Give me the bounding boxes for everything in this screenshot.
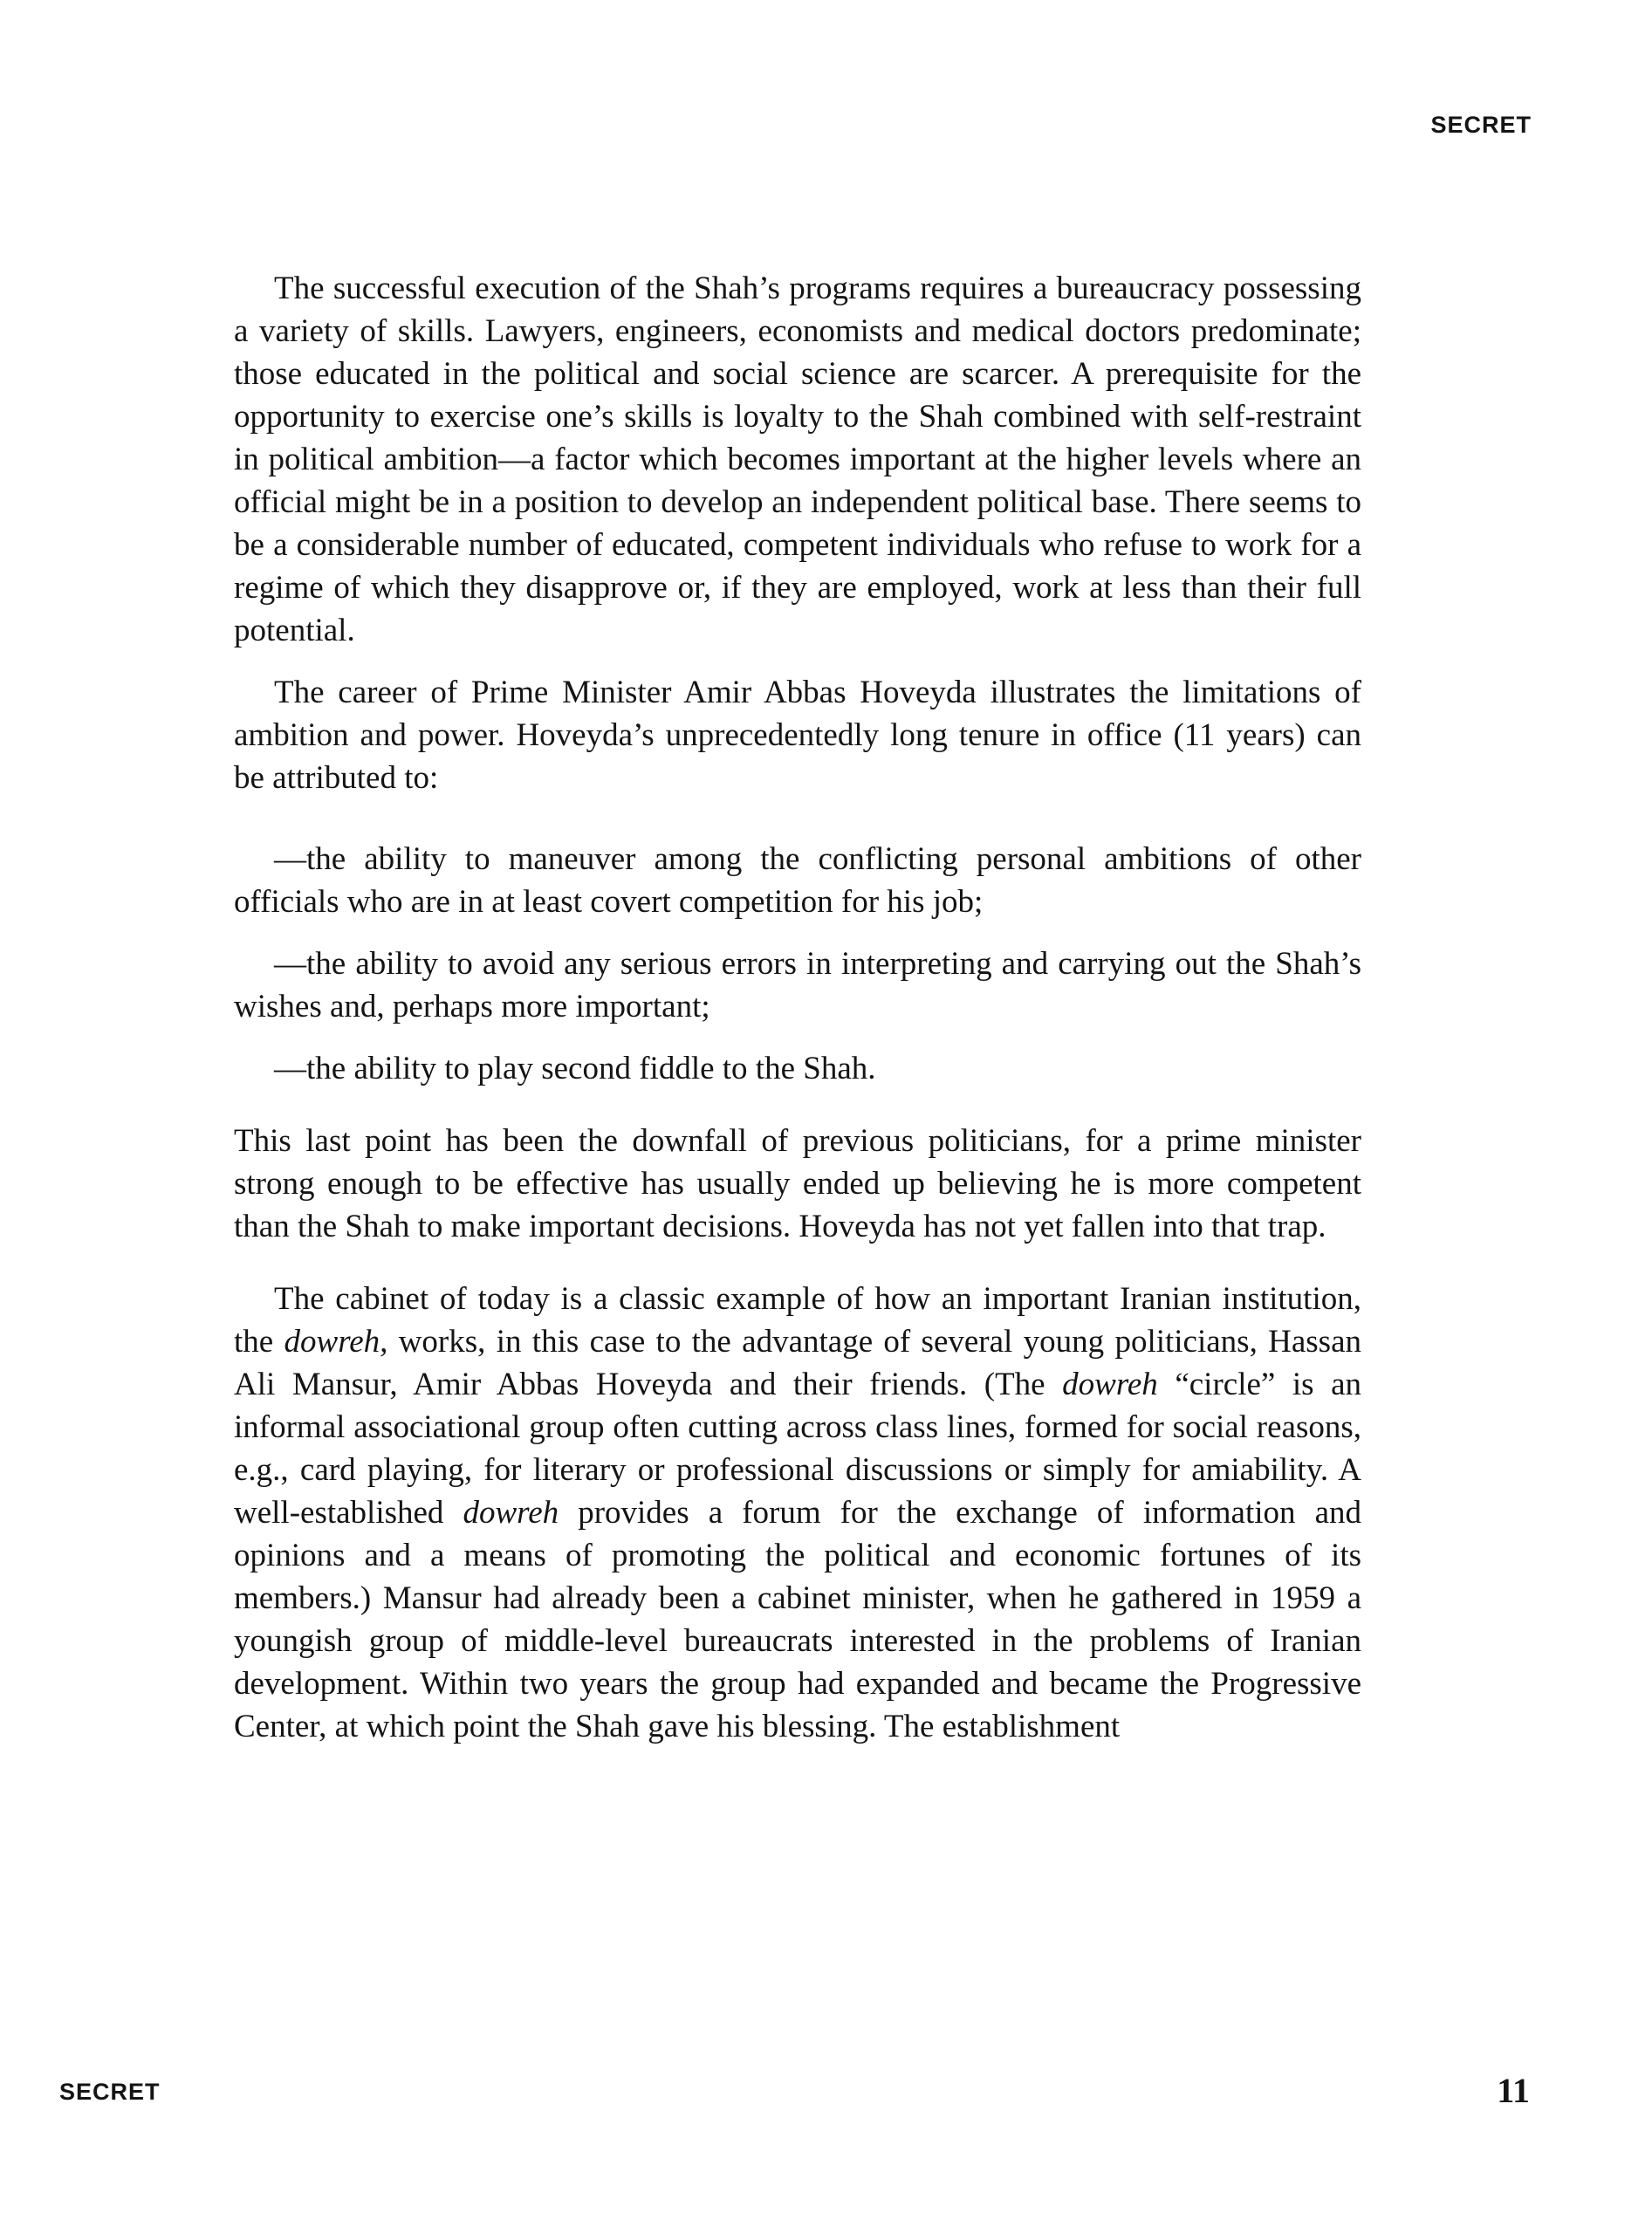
page-number: 11	[1497, 2071, 1530, 2110]
paragraph-bureaucracy: The successful execution of the Shah’s programs requires a bureaucracy possessing a variety of skills. Lawyers, engineers, economists and medical doctors predominate; those educated in the political and social science are scarcer. A prerequisite for the opportunity to exercise one’s skills is loyalty to the Shah combined with self-restraint in political ambition—a factor which becomes important at the higher levels where an official might be in a position to develop an independent political base. There seems to be a considerable number of educated, competent individuals who refuse to work for a regime of which they disapprove or, if they are employed, work at less than their full potential.	[234, 271, 1361, 648]
paragraph-cabinet-dowreh	[234, 1278, 1361, 1748]
text-segment: works, in this case to the advantage of several young politicians, Hassan Ali Mansur, Amir Abbas Hoveyda and their friends. (The	[234, 1324, 1362, 1402]
italic-term-dowreh: dowreh	[1062, 1367, 1158, 1402]
list-item: —the ability to avoid any serious errors in interpreting and carrying out the Shah’s wishes and, perhaps more important;	[234, 946, 1361, 1024]
body-text	[234, 267, 1361, 1748]
text-segment: The cabinet of today is a classic example of how an important Iranian institution, the	[234, 1281, 1361, 1360]
italic-term-dowreh: dowreh,	[284, 1324, 388, 1360]
italic-term-dowreh: dowreh	[463, 1495, 559, 1531]
paragraph-downfall: This last point has been the downfall of previous politicians, for a prime minister strong enough to be effective has usually ended up believing he is more competent than the Shah to make important decisions. Hoveyda has not yet fallen into that trap.	[234, 1123, 1361, 1244]
text-segment: “circle” is an informal associational group often cutting across class lines, formed for social reasons, e.g., card playing, for literary or professional discussions or simply for amiability. A well-established	[234, 1367, 1362, 1531]
list-item: —the ability to maneuver among the conflicting personal ambitions of other officials who are in at least covert competition for his job;	[234, 841, 1361, 920]
list-item: —the ability to play second fiddle to the Shah.	[274, 1051, 876, 1086]
classification-marking-top: SECRET	[1430, 112, 1532, 138]
text-segment: provides a forum for the exchange of information and opinions and a means of promoting the political and economic fortunes of its members.) Mansur had already been a cabinet minister, when he gathered in 1959 a youngish group of middle-level bureaucrats interested in the problems of Iranian development. Within two years the group had expanded and became the Progressive Center, at which point the Shah gave his blessing. The establishment	[234, 1495, 1361, 1744]
paragraph-hoveyda-career: The career of Prime Minister Amir Abbas Hoveyda illustrates the limitations of ambition and power. Hoveyda’s unprecedentedly long tenure in office (11 years) can be attributed to:	[234, 675, 1361, 796]
classification-marking-bottom: SECRET	[59, 2079, 161, 2105]
